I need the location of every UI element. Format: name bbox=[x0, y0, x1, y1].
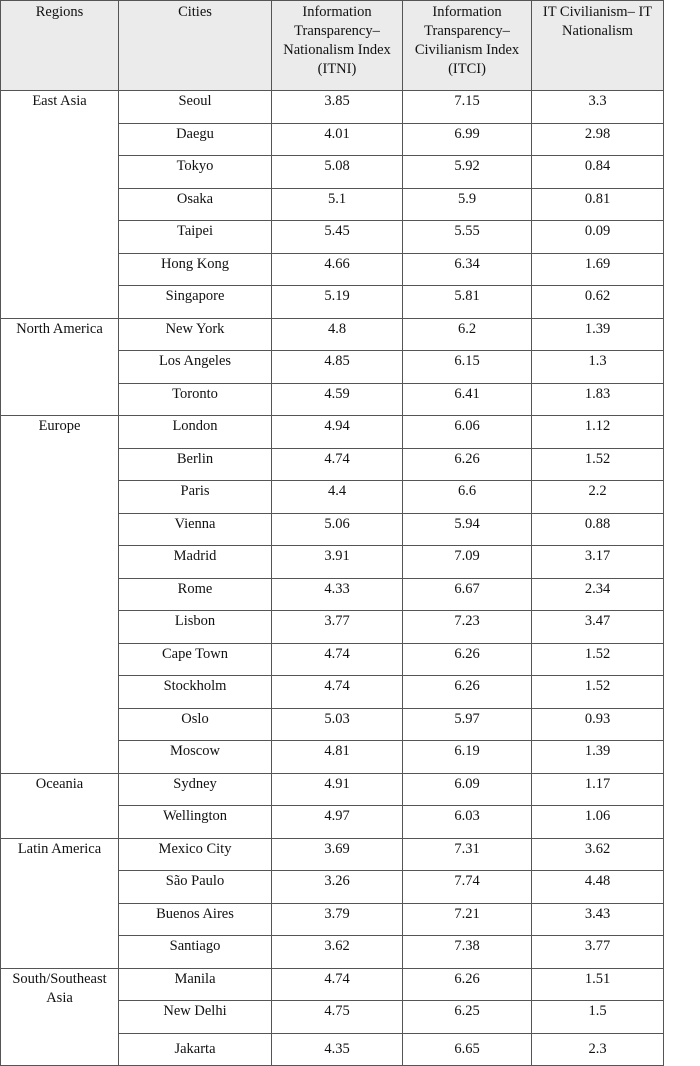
itci-cell: 6.26 bbox=[403, 448, 532, 481]
difference-cell: 1.5 bbox=[532, 1001, 664, 1034]
difference-cell: 1.17 bbox=[532, 773, 664, 806]
itci-cell: 6.99 bbox=[403, 123, 532, 156]
itni-cell: 4.01 bbox=[272, 123, 403, 156]
city-cell: Oslo bbox=[119, 708, 272, 741]
city-cell: Seoul bbox=[119, 91, 272, 124]
itni-cell: 3.91 bbox=[272, 546, 403, 579]
itni-cell: 4.81 bbox=[272, 741, 403, 774]
city-cell: Lisbon bbox=[119, 611, 272, 644]
difference-cell: 1.39 bbox=[532, 741, 664, 774]
city-cell: Berlin bbox=[119, 448, 272, 481]
itni-cell: 5.03 bbox=[272, 708, 403, 741]
difference-cell: 2.34 bbox=[532, 578, 664, 611]
itni-cell: 3.79 bbox=[272, 903, 403, 936]
difference-cell: 3.62 bbox=[532, 838, 664, 871]
difference-cell: 1.12 bbox=[532, 416, 664, 449]
difference-cell: 1.06 bbox=[532, 806, 664, 839]
itci-cell: 7.09 bbox=[403, 546, 532, 579]
itni-cell: 5.1 bbox=[272, 188, 403, 221]
city-cell: Wellington bbox=[119, 806, 272, 839]
table-body bbox=[1, 91, 664, 1066]
difference-cell: 1.52 bbox=[532, 676, 664, 709]
difference-cell: 1.52 bbox=[532, 448, 664, 481]
itni-cell: 3.69 bbox=[272, 838, 403, 871]
city-cell: Cape Town bbox=[119, 643, 272, 676]
itni-cell: 4.4 bbox=[272, 481, 403, 514]
difference-cell: 4.48 bbox=[532, 871, 664, 904]
city-cell: Taipei bbox=[119, 221, 272, 254]
itci-cell: 7.21 bbox=[403, 903, 532, 936]
itci-cell: 6.26 bbox=[403, 968, 532, 1001]
difference-cell: 0.62 bbox=[532, 286, 664, 319]
itni-cell: 3.26 bbox=[272, 871, 403, 904]
itci-cell: 6.03 bbox=[403, 806, 532, 839]
itci-cell: 5.94 bbox=[403, 513, 532, 546]
itni-cell: 3.62 bbox=[272, 936, 403, 969]
difference-cell: 1.3 bbox=[532, 351, 664, 384]
city-cell: Moscow bbox=[119, 741, 272, 774]
city-cell: Singapore bbox=[119, 286, 272, 319]
city-cell: Sydney bbox=[119, 773, 272, 806]
difference-cell: 2.98 bbox=[532, 123, 664, 156]
difference-cell: 1.83 bbox=[532, 383, 664, 416]
itni-cell: 5.45 bbox=[272, 221, 403, 254]
itci-cell: 6.34 bbox=[403, 253, 532, 286]
difference-cell: 0.84 bbox=[532, 156, 664, 189]
itci-cell: 5.81 bbox=[403, 286, 532, 319]
difference-cell: 3.3 bbox=[532, 91, 664, 124]
difference-cell: 3.43 bbox=[532, 903, 664, 936]
itci-cell: 7.38 bbox=[403, 936, 532, 969]
itci-cell: 5.55 bbox=[403, 221, 532, 254]
col-header-cities: Cities bbox=[119, 1, 272, 91]
region-cell: Latin America bbox=[1, 838, 119, 968]
itci-cell: 7.31 bbox=[403, 838, 532, 871]
difference-cell: 2.2 bbox=[532, 481, 664, 514]
difference-cell: 1.52 bbox=[532, 643, 664, 676]
itci-cell: 6.6 bbox=[403, 481, 532, 514]
itci-cell: 6.2 bbox=[403, 318, 532, 351]
city-cell: New Delhi bbox=[119, 1001, 272, 1034]
itci-cell: 6.09 bbox=[403, 773, 532, 806]
itni-cell: 4.91 bbox=[272, 773, 403, 806]
city-cell: Rome bbox=[119, 578, 272, 611]
city-cell: Toronto bbox=[119, 383, 272, 416]
region-cell: Oceania bbox=[1, 773, 119, 838]
table-row bbox=[1, 91, 664, 124]
itni-cell: 3.77 bbox=[272, 611, 403, 644]
table-row bbox=[1, 773, 664, 806]
itni-cell: 4.97 bbox=[272, 806, 403, 839]
city-cell: Stockholm bbox=[119, 676, 272, 709]
table-row bbox=[1, 968, 664, 1001]
city-cell: Tokyo bbox=[119, 156, 272, 189]
difference-cell: 1.69 bbox=[532, 253, 664, 286]
difference-cell: 0.81 bbox=[532, 188, 664, 221]
itni-cell: 4.8 bbox=[272, 318, 403, 351]
city-cell: Osaka bbox=[119, 188, 272, 221]
difference-cell: 3.47 bbox=[532, 611, 664, 644]
col-header-itci: Information Transparency– Civilianism Index (ITCI) bbox=[403, 1, 532, 91]
itci-cell: 5.92 bbox=[403, 156, 532, 189]
itci-cell: 5.97 bbox=[403, 708, 532, 741]
city-cell: Daegu bbox=[119, 123, 272, 156]
itni-cell: 4.66 bbox=[272, 253, 403, 286]
itni-cell: 3.85 bbox=[272, 91, 403, 124]
table-row bbox=[1, 318, 664, 351]
itni-cell: 4.75 bbox=[272, 1001, 403, 1034]
itci-cell: 7.15 bbox=[403, 91, 532, 124]
itni-cell: 4.33 bbox=[272, 578, 403, 611]
city-cell: London bbox=[119, 416, 272, 449]
region-cell: North America bbox=[1, 318, 119, 416]
header-row bbox=[1, 1, 664, 91]
itci-cell: 6.41 bbox=[403, 383, 532, 416]
itci-cell: 6.19 bbox=[403, 741, 532, 774]
city-cell: Los Angeles bbox=[119, 351, 272, 384]
itci-cell: 6.26 bbox=[403, 676, 532, 709]
city-cell: Buenos Aires bbox=[119, 903, 272, 936]
table-header bbox=[1, 1, 664, 91]
city-cell: Manila bbox=[119, 968, 272, 1001]
itci-cell: 7.74 bbox=[403, 871, 532, 904]
itni-cell: 4.74 bbox=[272, 968, 403, 1001]
city-cell: São Paulo bbox=[119, 871, 272, 904]
itci-cell: 6.25 bbox=[403, 1001, 532, 1034]
itni-cell: 4.74 bbox=[272, 676, 403, 709]
itni-cell: 4.85 bbox=[272, 351, 403, 384]
region-cell: South/Southeast Asia bbox=[1, 968, 119, 1066]
itci-cell: 6.65 bbox=[403, 1033, 532, 1066]
itci-cell: 6.26 bbox=[403, 643, 532, 676]
city-cell: Hong Kong bbox=[119, 253, 272, 286]
city-cell: Santiago bbox=[119, 936, 272, 969]
difference-cell: 0.93 bbox=[532, 708, 664, 741]
col-header-itni: Information Transparency– Nationalism Index (ITNI) bbox=[272, 1, 403, 91]
itni-cell: 4.74 bbox=[272, 643, 403, 676]
itni-cell: 4.59 bbox=[272, 383, 403, 416]
difference-cell: 3.17 bbox=[532, 546, 664, 579]
col-header-regions: Regions bbox=[1, 1, 119, 91]
col-header-difference: IT Civilianism– IT Nationalism bbox=[532, 1, 664, 91]
itni-cell: 5.19 bbox=[272, 286, 403, 319]
difference-cell: 2.3 bbox=[532, 1033, 664, 1066]
region-cell: East Asia bbox=[1, 91, 119, 319]
difference-cell: 3.77 bbox=[532, 936, 664, 969]
table-row bbox=[1, 416, 664, 449]
itci-cell: 6.06 bbox=[403, 416, 532, 449]
itni-cell: 4.35 bbox=[272, 1033, 403, 1066]
itni-cell: 4.74 bbox=[272, 448, 403, 481]
city-cell: New York bbox=[119, 318, 272, 351]
difference-cell: 1.51 bbox=[532, 968, 664, 1001]
itni-cell: 5.08 bbox=[272, 156, 403, 189]
itni-cell: 4.94 bbox=[272, 416, 403, 449]
difference-cell: 0.88 bbox=[532, 513, 664, 546]
itci-cell: 7.23 bbox=[403, 611, 532, 644]
city-cell: Paris bbox=[119, 481, 272, 514]
city-cell: Jakarta bbox=[119, 1033, 272, 1066]
difference-cell: 0.09 bbox=[532, 221, 664, 254]
city-cell: Vienna bbox=[119, 513, 272, 546]
itci-cell: 6.15 bbox=[403, 351, 532, 384]
itni-cell: 5.06 bbox=[272, 513, 403, 546]
difference-cell: 1.39 bbox=[532, 318, 664, 351]
itci-cell: 5.9 bbox=[403, 188, 532, 221]
city-cell: Madrid bbox=[119, 546, 272, 579]
table-row bbox=[1, 838, 664, 871]
itci-cell: 6.67 bbox=[403, 578, 532, 611]
region-cell: Europe bbox=[1, 416, 119, 774]
city-cell: Mexico City bbox=[119, 838, 272, 871]
